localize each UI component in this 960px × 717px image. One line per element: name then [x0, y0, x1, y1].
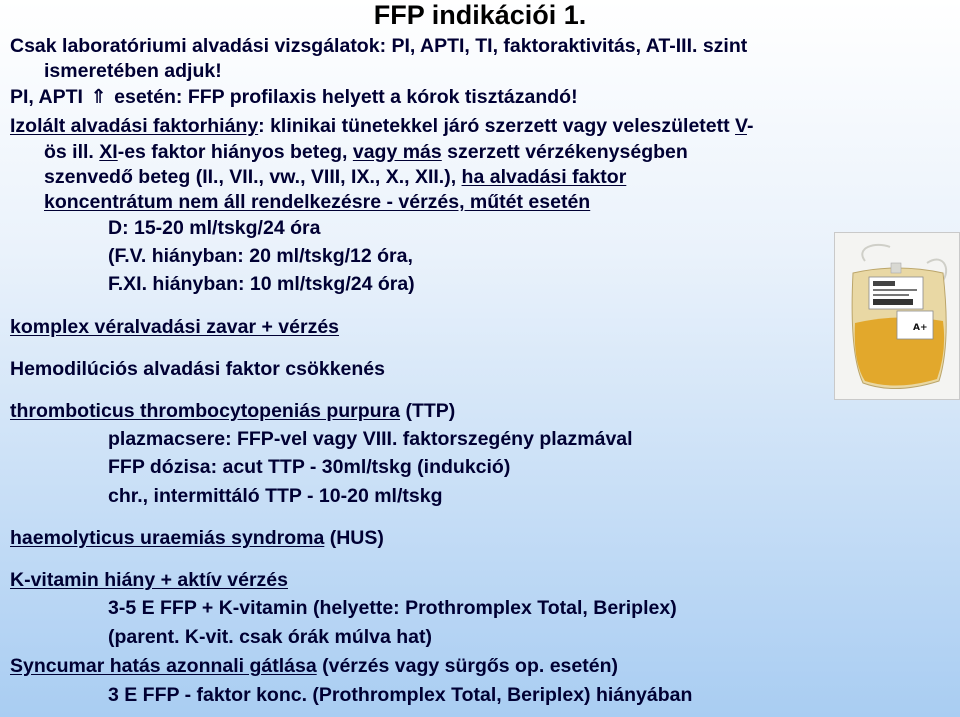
text-segment: ös ill. [44, 141, 100, 163]
underlined-text: koncentrátum nem áll rendelkezésre - vérzés, műtét esetén [44, 191, 591, 213]
text-segment: esetén: FFP profilaxis helyett a kórok tisztázandó! [108, 86, 578, 108]
text-line [44, 140, 688, 164]
text-line [10, 315, 339, 339]
text-line [44, 59, 222, 83]
text-line [44, 165, 626, 189]
text-segment: D: 15-20 ml/tskg/24 óra [108, 217, 321, 239]
text-segment: F.XI. hiányban: 10 ml/tskg/24 óra) [108, 273, 415, 295]
text-segment: -es faktor hiányos beteg, [117, 141, 353, 163]
text-segment: chr., intermittáló TTP - 10-20 ml/tskg [108, 485, 443, 507]
text-segment: Hemodilúciós alvadási faktor csökkenés [10, 358, 385, 380]
text-segment: (parent. K-vit. csak órák múlva hat) [108, 626, 433, 648]
underlined-text: K-vitamin hiány + aktív vérzés [10, 569, 288, 591]
text-segment: 3 E FFP - faktor konc. (Prothromplex Total, Beriplex) hiányában [108, 684, 693, 706]
text-line [108, 455, 510, 479]
ffp-plasma-bag-photo [834, 232, 960, 400]
text-segment: - [746, 115, 754, 137]
underlined-text: haemolyticus uraemiás syndroma [10, 527, 325, 549]
text-line [10, 114, 753, 138]
text-line [108, 596, 677, 620]
text-segment: (TTP) [400, 400, 456, 422]
slide-title: FFP indikációi 1. [373, 0, 587, 30]
text-line [10, 526, 384, 550]
text-segment: ismeretében adjuk! [44, 60, 222, 82]
text-line [108, 244, 413, 268]
text-line [10, 654, 618, 678]
underlined-text: Syncumar hatás azonnali gátlása [10, 655, 317, 677]
text-line [108, 216, 320, 240]
text-line [10, 85, 578, 109]
text-line [10, 568, 288, 592]
underlined-text: vagy más [352, 141, 442, 163]
text-segment: 3-5 E FFP + K-vitamin (helyette: Prothromplex Total, Beriplex) [108, 597, 677, 619]
text-segment: : klinikai tünetekkel járó szerzett vagy veleszületett [258, 115, 736, 137]
underlined-text: thromboticus thrombocytopeniás purpura [10, 400, 401, 422]
text-line [10, 34, 747, 58]
underlined-text: ha alvadási faktor [461, 166, 627, 188]
text-line [108, 484, 442, 508]
text-line [108, 272, 415, 296]
text-segment: (F.V. hiányban: 20 ml/tskg/12 óra, [108, 245, 413, 267]
text-segment: Csak laboratóriumi alvadási vizsgálatok: PI, APTI, TI, faktoraktivitás, AT-III. szint [10, 35, 748, 57]
text-line [10, 357, 385, 381]
underlined-text: V [735, 115, 747, 137]
underlined-text: komplex véralvadási zavar + vérzés [10, 316, 340, 338]
text-line [108, 427, 633, 451]
text-line [10, 399, 455, 423]
text-segment: (vérzés vagy sürgős op. esetén) [316, 655, 618, 677]
text-segment: plazmacsere: FFP-vel vagy VIII. faktorszegény plazmával [108, 428, 633, 450]
text-segment: szenvedő beteg (II., VII., vw., VIII, IX., X., XII.), [44, 166, 462, 188]
text-line [108, 625, 432, 649]
text-line [108, 683, 692, 707]
up-arrow-icon: ⇑ [90, 86, 107, 108]
text-segment: szerzett vérzékenységben [441, 141, 688, 163]
blood-group-label: A+ [913, 323, 928, 333]
text-segment: PI, APTI [10, 86, 89, 108]
plasma-bag-image [835, 233, 959, 399]
underlined-text: XI [99, 141, 118, 163]
underlined-text: Izolált alvadási faktorhiány [10, 115, 259, 137]
text-segment: (HUS) [324, 527, 384, 549]
text-segment: FFP dózisa: acut TTP - 30ml/tskg (indukció) [108, 456, 511, 478]
text-line [44, 190, 590, 214]
